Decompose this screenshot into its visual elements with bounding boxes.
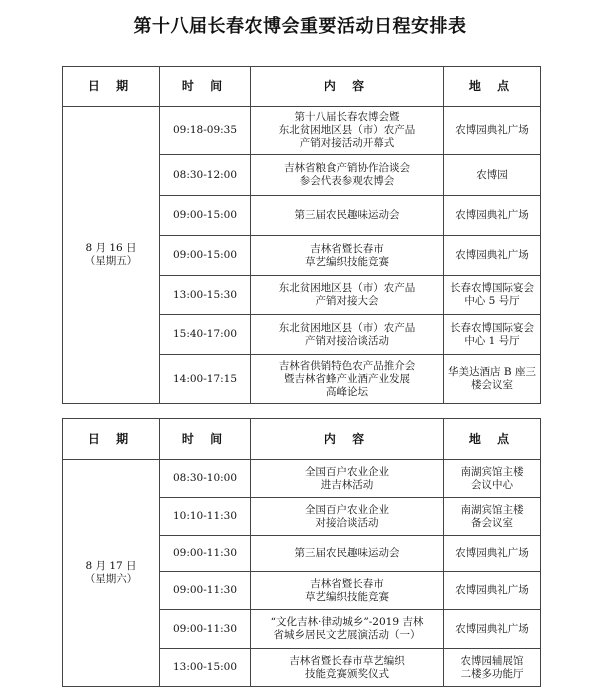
place-cell: 长春农博国际宴会 中心 5 号厅 — [444, 276, 541, 315]
time-cell: 10:10-11:30 — [160, 498, 251, 536]
time-cell: 08:30-12:00 — [160, 155, 251, 196]
time-cell: 09:00-11:30 — [160, 536, 251, 572]
content-cell: 吉林省暨长春市草艺编织 技能竞赛颁奖仪式 — [251, 649, 444, 687]
schedule-table-day2 — [62, 418, 541, 687]
schedule-table-day1 — [62, 66, 541, 404]
content-cell: 第三届农民趣味运动会 — [251, 536, 444, 572]
weekday-label: （星期五） — [84, 255, 138, 267]
time-cell: 13:00-15:00 — [160, 649, 251, 687]
table-row — [63, 460, 541, 498]
content-cell: 第十八届长春农博会暨 东北贫困地区县（市）农产品 产销对接活动开幕式 — [251, 107, 444, 155]
time-cell: 15:40-17:00 — [160, 315, 251, 355]
content-cell: 吉林省供销特色农产品推介会 暨吉林省蜂产业酒产业发展 高峰论坛 — [251, 355, 444, 404]
place-cell: 南湖宾馆主楼 会议中心 — [444, 460, 541, 498]
table-row — [63, 107, 541, 155]
content-cell: 全国百户农业企业 对接洽谈活动 — [251, 498, 444, 536]
weekday-label: （星期六） — [84, 573, 138, 585]
time-cell: 09:00-11:30 — [160, 572, 251, 610]
place-cell: 华美达酒店 B 座三 楼会议室 — [444, 355, 541, 404]
place-cell: 农博园典礼广场 — [444, 610, 541, 649]
header-content: 内 容 — [251, 67, 444, 107]
page-title: 第十八届长春农博会重要活动日程安排表 — [133, 16, 467, 37]
header-place: 地 点 — [444, 419, 541, 460]
content-cell: 吉林省粮食产销协作洽谈会 参会代表参观农博会 — [251, 155, 444, 196]
place-cell: 南湖宾馆主楼 备会议室 — [444, 498, 541, 536]
time-cell: 09:00-11:30 — [160, 610, 251, 649]
place-cell: 农博园典礼广场 — [444, 107, 541, 155]
place-cell: 农博园典礼广场 — [444, 236, 541, 276]
header-place: 地 点 — [444, 67, 541, 107]
header-time: 时 间 — [160, 419, 251, 460]
time-cell: 09:18-09:35 — [160, 107, 251, 155]
header-date: 日 期 — [63, 67, 160, 107]
date-label: 8 月 17 日 — [85, 560, 137, 572]
date-cell — [63, 107, 160, 404]
place-cell: 长春农博国际宴会 中心 1 号厅 — [444, 315, 541, 355]
content-cell: 吉林省暨长春市 草艺编织技能竞赛 — [251, 236, 444, 276]
header-date: 日 期 — [63, 419, 160, 460]
content-cell: 第三届农民趣味运动会 — [251, 196, 444, 236]
time-cell: 08:30-10:00 — [160, 460, 251, 498]
content-cell: 吉林省暨长春市 草艺编织技能竞赛 — [251, 572, 444, 610]
date-cell — [63, 460, 160, 687]
place-cell: 农博园辅展馆 二楼多功能厅 — [444, 649, 541, 687]
date-label: 8 月 16 日 — [85, 242, 137, 254]
place-cell: 农博园 — [444, 155, 541, 196]
header-row — [63, 67, 541, 107]
content-cell: 东北贫困地区县（市）农产品 产销对接洽谈活动 — [251, 315, 444, 355]
time-cell: 13:00-15:30 — [160, 276, 251, 315]
content-cell: 全国百户农业企业 进吉林活动 — [251, 460, 444, 498]
content-cell: 东北贫困地区县（市）农产品 产销对接大会 — [251, 276, 444, 315]
content-cell: “文化吉林·律动城乡”-2019 吉林 省城乡居民文艺展演活动（一） — [251, 610, 444, 649]
place-cell: 农博园典礼广场 — [444, 536, 541, 572]
place-cell: 农博园典礼广场 — [444, 196, 541, 236]
time-cell: 14:00-17:15 — [160, 355, 251, 404]
header-time: 时 间 — [160, 67, 251, 107]
header-row — [63, 419, 541, 460]
header-content: 内 容 — [251, 419, 444, 460]
place-cell: 农博园典礼广场 — [444, 572, 541, 610]
time-cell: 09:00-15:00 — [160, 196, 251, 236]
time-cell: 09:00-15:00 — [160, 236, 251, 276]
